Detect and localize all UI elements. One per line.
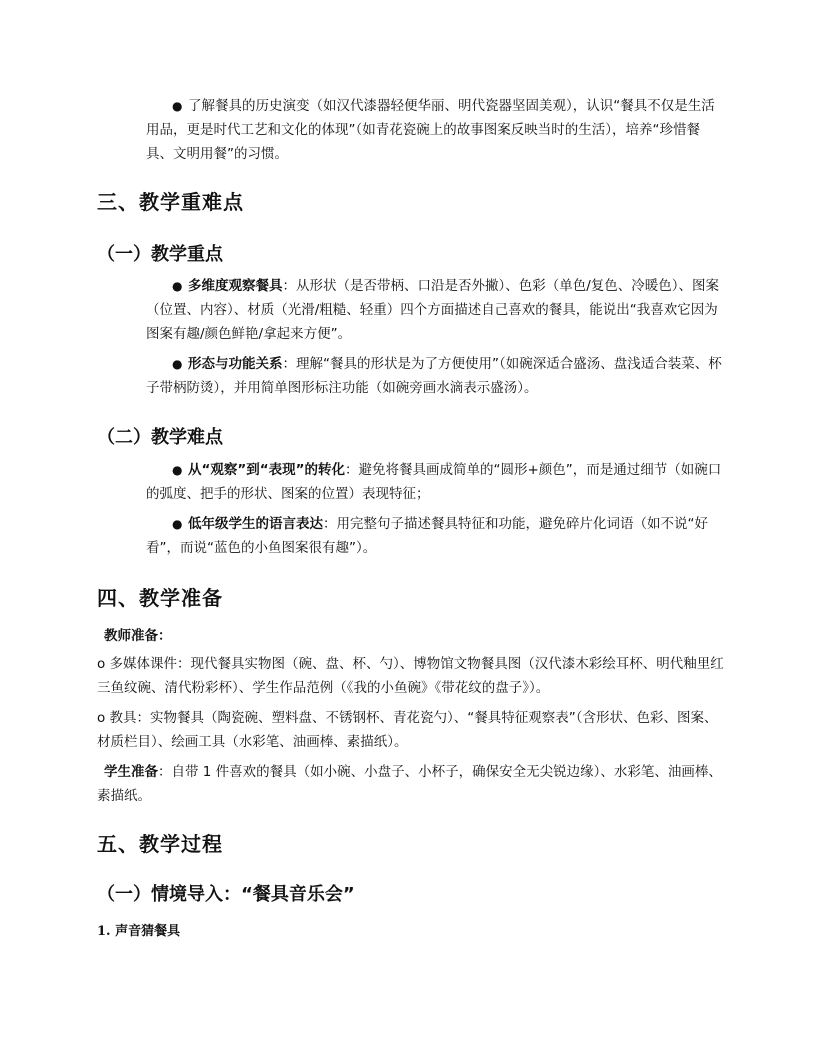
key-point-text: ：理解“餐具的形状是为了方便使用”（如碗深适合盛汤、盘浅适合装菜、杯子带柄防烫），并用简单图形标注功能（如碗旁画水滴表示盛汤）。 [146,356,722,396]
bullet-icon: ● [172,357,183,371]
key-point-item [146,352,726,400]
difficulty-item [146,512,726,560]
student-prep-text: ：自带 1 件喜欢的餐具（如小碗、小盘子、小杯子，确保安全无尖锐边缘）、水彩笔、油画棒、素描纸。 [97,764,722,804]
key-point-item [146,274,726,346]
section5-sub1-heading: （一）情境导入：“餐具音乐会” [97,884,355,905]
bullet-icon: ● [172,279,183,293]
intro-bullet [146,94,726,166]
bullet-icon: ● [172,463,183,477]
difficulty-item [146,458,726,506]
student-prep-label: 学生准备 [104,764,158,780]
section3-sub2-heading: （二）教学难点 [97,427,223,448]
difficulty-bold: 从“观察”到“表现”的转化 [188,462,345,478]
section3-sub1-heading: （一）教学重点 [97,244,223,265]
key-point-text: ：从形状（是否带柄、口沿是否外撇）、色彩（单色/复色、冷暖色）、图案（位置、内容）、材质（光滑/粗糙、轻重）四个方面描述自己喜欢的餐具，能说出“我喜欢它因为图案有趣/颜色鲜艳/拿起来方便”。 [146,278,720,342]
difficulty-text: ：避免将餐具画成简单的“圆形+颜色”，而是通过细节（如碗口的弧度、把手的形状、图案的位置）表现特征； [146,462,722,502]
bullet-icon: ● [172,517,183,531]
key-point-bold: 形态与功能关系 [188,356,283,372]
section3-heading: 三、教学重难点 [97,190,244,214]
student-prep [97,760,727,808]
teacher-prep-label: 教师准备： [104,628,172,644]
section5-heading: 五、教学过程 [97,832,223,856]
teacher-prep-item: o 多媒体课件：现代餐具实物图（碗、盘、杯、勺）、博物馆文物餐具图（汉代漆木彩绘耳杯、明代釉里红三鱼纹碗、清代粉彩杯）、学生作品范例（《我的小鱼碗》《带花纹的盘子》）。 [97,656,724,696]
bullet-icon: ● [172,99,183,113]
difficulty-text: ：用完整句子描述餐具特征和功能，避免碎片化词语（如不说“好看”，而说“蓝色的小鱼图案很有趣”）。 [146,516,708,556]
key-point-bold: 多维度观察餐具 [188,278,283,294]
section4-heading: 四、教学准备 [97,586,223,610]
difficulty-bold: 低年级学生的语言表达 [188,516,323,532]
step-heading: 1. 声音猜餐具 [97,924,181,939]
intro-bullet-text: 了解餐具的历史演变（如汉代漆器轻便华丽、明代瓷器坚固美观），认识“餐具不仅是生活用品，更是时代工艺和文化的体现”（如青花瓷碗上的故事图案反映当时的生活），培养“珍惜餐具、文明用餐”的习惯。 [146,98,715,162]
teacher-prep-item: o 教具：实物餐具（陶瓷碗、塑料盘、不锈钢杯、青花瓷勺）、“餐具特征观察表”（含形状、色彩、图案、材质栏目）、绘画工具（水彩笔、油画棒、素描纸）。 [97,710,718,750]
